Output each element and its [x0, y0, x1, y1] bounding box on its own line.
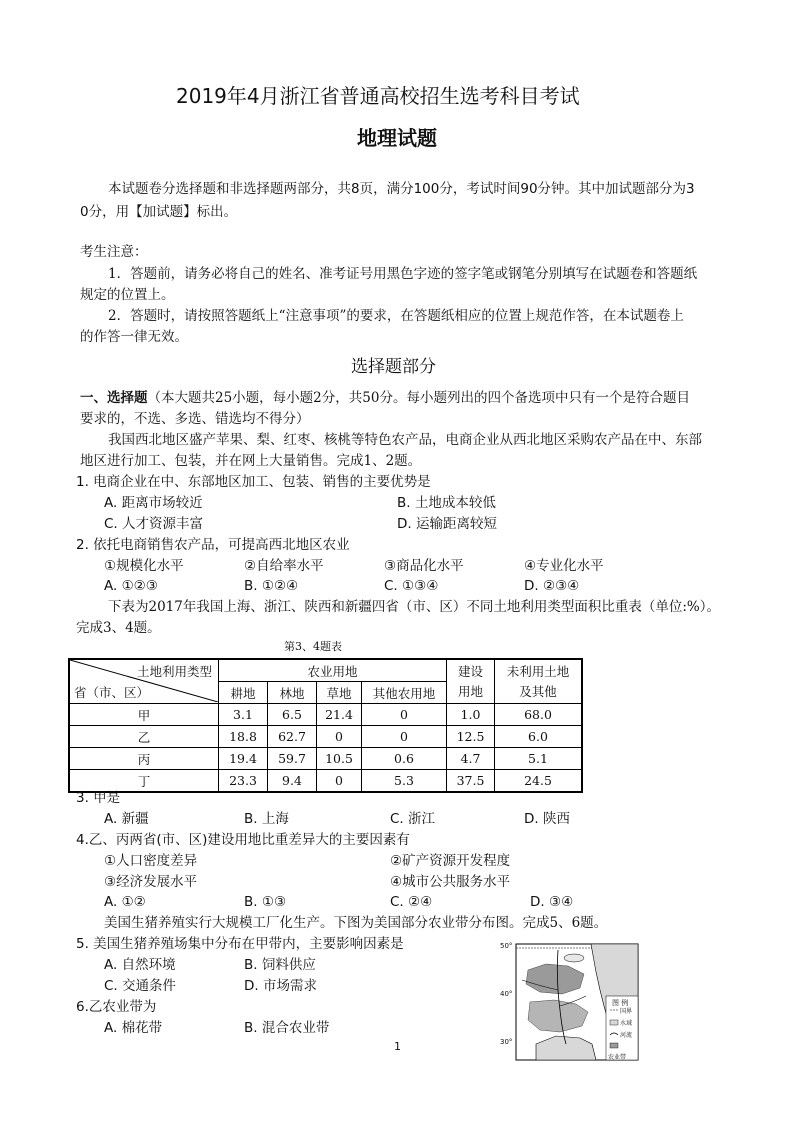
part1-heading-line [80, 389, 690, 407]
map-lat-30: 30° [500, 1038, 513, 1046]
context2-line-1: 下表为2017年我国上海、浙江、陕西和新疆四省（市、区）不同土地利用类型面积比重表（单位:%）。 [108, 599, 720, 615]
q5-stem: 5. 美国生猪养殖场集中分布在甲带内，主要影响因素是 [76, 936, 404, 952]
cell: 0 [362, 704, 447, 726]
cell: 0 [317, 770, 362, 793]
q2-item-1: ①规模化水平 [104, 558, 184, 574]
header-unused-land-line-2: 及其他 [519, 683, 557, 699]
cell: 0.6 [362, 748, 447, 770]
cell: 62.7 [268, 726, 317, 748]
header-build-land [447, 659, 495, 704]
row-name: 甲 [69, 704, 219, 726]
table-corner-cell [69, 659, 219, 704]
q1-option-b: B. 土地成本较低 [397, 495, 496, 511]
table-row [69, 704, 582, 726]
corner-header-bottom: 省（市、区） [74, 685, 150, 700]
cell: 6.5 [268, 704, 317, 726]
header-agri-group: 农业用地 [219, 659, 447, 682]
q2-item-3: ③商品化水平 [384, 558, 464, 574]
q3-stem: 3. 甲是 [76, 790, 121, 806]
cell: 24.5 [495, 770, 583, 793]
header-unused-land-line-1: 未利用土地 [506, 663, 570, 679]
cell: 21.4 [317, 704, 362, 726]
q4-item-1: ①人口密度差异 [104, 853, 198, 869]
q4-item-2: ②矿产资源开发程度 [390, 853, 511, 869]
q3-option-a: A. 新疆 [104, 811, 149, 827]
part1-desc-line-1: （本大题共25小题，每小题2分，共50分。每小题列出的四个备选项中只有一个是符合题目 [147, 390, 690, 406]
row-name: 丁 [69, 770, 219, 793]
q2-item-4: ④专业化水平 [524, 558, 604, 574]
q2-option-b: B. ①②④ [244, 578, 299, 594]
table-row [69, 770, 582, 793]
cell: 9.4 [268, 770, 317, 793]
subheader-grassland: 草地 [317, 682, 362, 704]
cell: 19.4 [219, 748, 268, 770]
cell: 59.7 [268, 748, 317, 770]
notice-item-2-line-1: 2．答题时，请按照答题纸上“注意事项”的要求，在答题纸相应的位置上规范作答，在本试题卷上 [108, 308, 684, 324]
q4-option-b: B. ①③ [244, 894, 287, 910]
map-legend-border: 国界 [620, 1008, 633, 1015]
row-name: 乙 [69, 726, 219, 748]
intro-line-2: 0分，用【加试题】标出。 [80, 204, 238, 220]
header-build-land-line-2: 用地 [457, 683, 483, 699]
us-agri-belt-map [496, 940, 640, 1062]
cell: 3.1 [219, 704, 268, 726]
cell: 68.0 [495, 704, 583, 726]
cell: 6.0 [495, 726, 583, 748]
exam-title: 2019年4月浙江省普通高校招生选考科目考试 [176, 84, 580, 108]
map-lat-40: 40° [500, 990, 513, 998]
q6-stem: 6.乙农业带为 [76, 999, 157, 1015]
subheader-cropland: 耕地 [219, 682, 268, 704]
q1-option-d: D. 运输距离较短 [397, 516, 497, 532]
table-row [69, 726, 582, 748]
notice-item-1-line-1: 1．答题前，请务必将自己的姓名、准考证号用黑色字迹的签字笔或钢笔分别填写在试题卷和答题纸 [108, 266, 698, 282]
context1-line-2: 地区进行加工、包装，并在网上大量销售。完成1、2题。 [80, 453, 422, 469]
q2-item-2: ②自给率水平 [244, 558, 324, 574]
part1-heading: 一、选择题 [80, 390, 148, 406]
q2-stem: 2. 依托电商销售农产品，可提高西北地区农业 [76, 537, 350, 553]
q4-option-c: C. ②④ [390, 894, 433, 910]
q2-option-a: A. ①②③ [104, 578, 158, 594]
map-legend-river: 河流 [620, 1032, 633, 1039]
q2-option-c: C. ①③④ [384, 578, 439, 594]
q3-option-d: D. 陕西 [524, 811, 570, 827]
map-legend-water: 水域 [620, 1020, 633, 1027]
header-unused-land [495, 659, 583, 704]
notice-heading: 考生注意： [80, 244, 148, 260]
q1-option-c: C. 人才资源丰富 [104, 516, 204, 532]
q4-item-3: ③经济发展水平 [104, 874, 198, 890]
q1-option-a: A. 距离市场较近 [104, 495, 203, 511]
subheader-other-agri: 其他农用地 [362, 682, 447, 704]
q6-option-a: A. 棉花带 [104, 1020, 163, 1036]
subheader-forest: 林地 [268, 682, 317, 704]
notice-item-2-line-2: 的作答一律无效。 [80, 329, 188, 345]
cell: 1.0 [447, 704, 495, 726]
section-title: 选择题部分 [351, 357, 436, 377]
q2-option-d: D. ②③④ [524, 578, 580, 594]
cell: 5.1 [495, 748, 583, 770]
header-build-land-line-1: 建设 [457, 663, 483, 679]
land-use-table [68, 658, 583, 793]
cell: 12.5 [447, 726, 495, 748]
cell: 4.7 [447, 748, 495, 770]
q3-option-b: B. 上海 [244, 811, 289, 827]
cell: 0 [362, 726, 447, 748]
subject-title: 地理试题 [357, 126, 437, 150]
q5-option-a: A. 自然环境 [104, 957, 176, 973]
q4-stem: 4.乙、丙两省(市、区)建设用地比重差异大的主要因素有 [76, 832, 410, 848]
map-lat-50: 50° [500, 942, 513, 950]
part1-desc-line-2: 要求的，不选、多选、错选均不得分） [80, 411, 310, 427]
page-number: 1 [394, 1040, 401, 1053]
q5-option-c: C. 交通条件 [104, 978, 177, 994]
context3-line-1: 美国生猪养殖实行大规模工厂化生产。下图为美国部分农业带分布图。完成5、6题。 [104, 915, 608, 931]
notice-item-1-line-2: 规定的位置上。 [80, 287, 175, 303]
q4-option-d: D. ③④ [530, 894, 574, 910]
q1-stem: 1. 电商企业在中、东部地区加工、包装、销售的主要优势是 [76, 474, 431, 490]
map-legend-title: 图 例 [612, 999, 629, 1007]
q4-option-a: A. ①② [104, 894, 146, 910]
context2-line-2: 完成3、4题。 [76, 620, 161, 636]
cell: 0 [317, 726, 362, 748]
q5-option-d: D. 市场需求 [244, 978, 317, 994]
cell: 18.8 [219, 726, 268, 748]
q6-option-b: B. 混合农业带 [244, 1020, 330, 1036]
map-legend-belt: 农业带 [608, 1054, 627, 1061]
corner-header-top: 土地利用类型 [136, 664, 212, 679]
q5-option-b: B. 饲料供应 [244, 957, 316, 973]
table-row [69, 748, 582, 770]
cell: 5.3 [362, 770, 447, 793]
intro-line-1: 本试题卷分选择题和非选择题两部分，共8页，满分100分，考试时间90分钟。其中加试题部分为3 [108, 181, 695, 197]
row-name: 丙 [69, 748, 219, 770]
table-caption: 第3、4题表 [284, 640, 342, 653]
cell: 23.3 [219, 770, 268, 793]
cell: 37.5 [447, 770, 495, 793]
cell: 10.5 [317, 748, 362, 770]
context1-line-1: 我国西北地区盛产苹果、梨、红枣、核桃等特色农产品，电商企业从西北地区采购农产品在中、东部 [108, 432, 702, 448]
q4-item-4: ④城市公共服务水平 [390, 874, 511, 890]
q3-option-c: C. 浙江 [390, 811, 436, 827]
